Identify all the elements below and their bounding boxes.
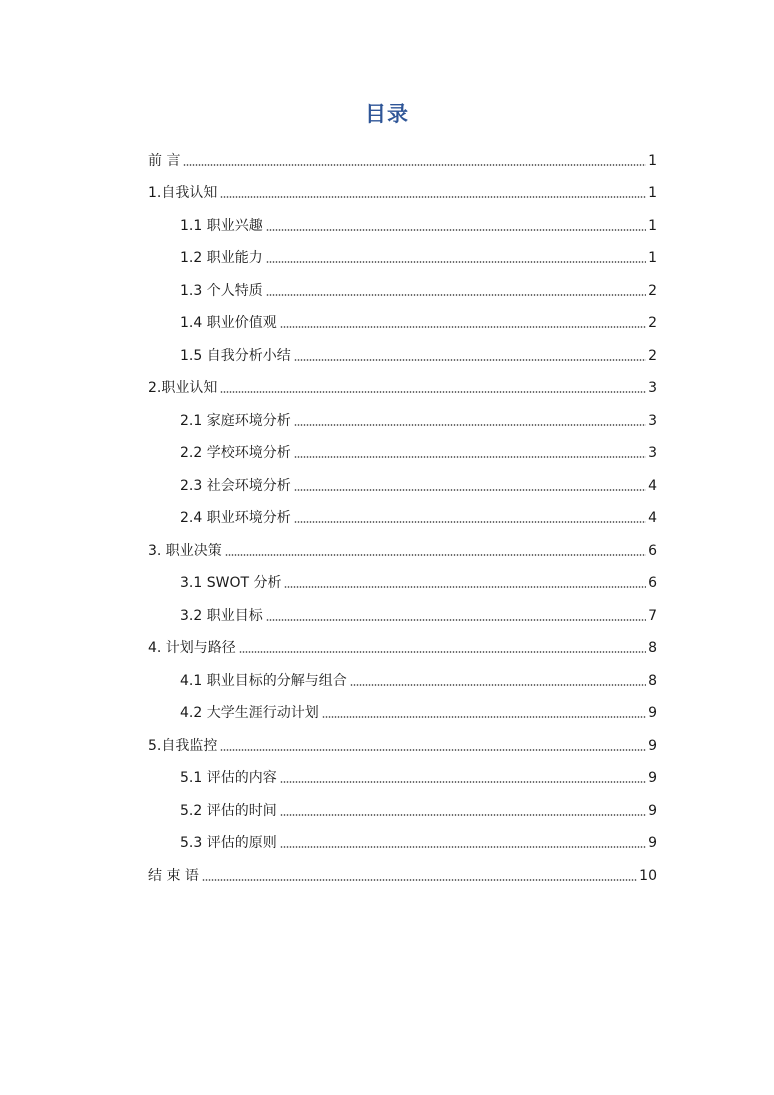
dot-leader bbox=[294, 456, 646, 458]
toc-page-number: 10 bbox=[639, 867, 657, 884]
dot-leader bbox=[266, 619, 646, 621]
toc-entry-label: 2.1 家庭环境分析 bbox=[180, 412, 291, 429]
dot-leader bbox=[266, 294, 646, 296]
toc-entry-label: 前 言 bbox=[148, 152, 181, 169]
dot-leader bbox=[220, 196, 646, 198]
toc-page-number: 1 bbox=[648, 152, 657, 169]
toc-subentry[interactable] bbox=[148, 792, 657, 825]
toc-subentry[interactable] bbox=[148, 337, 657, 370]
toc-page-number: 4 bbox=[648, 510, 657, 526]
toc-page-number: 6 bbox=[648, 575, 657, 591]
toc-entry-label: 3. 职业决策 bbox=[148, 542, 222, 559]
toc-page-number: 3 bbox=[648, 380, 657, 396]
toc-entry[interactable] bbox=[148, 370, 657, 403]
dot-leader bbox=[294, 489, 646, 491]
dot-leader bbox=[202, 879, 637, 881]
toc-page-number: 2 bbox=[648, 315, 657, 331]
toc-entry-label: 1.1 职业兴趣 bbox=[180, 217, 263, 234]
toc-entry-label: 结 束 语 bbox=[148, 867, 199, 884]
toc-entry-label: 1.自我认知 bbox=[148, 185, 218, 201]
toc-entry[interactable] bbox=[148, 630, 657, 663]
toc-entry-label: 2.2 学校环境分析 bbox=[180, 445, 291, 461]
dot-leader bbox=[280, 846, 646, 848]
toc-subentry[interactable] bbox=[148, 695, 657, 728]
dot-leader bbox=[239, 651, 646, 653]
toc-subentry[interactable] bbox=[148, 500, 657, 533]
toc-subentry[interactable] bbox=[148, 240, 657, 273]
toc-page-number: 1 bbox=[648, 185, 657, 201]
toc-page-number: 1 bbox=[648, 250, 657, 266]
toc-entry[interactable] bbox=[148, 727, 657, 760]
toc-page-number: 3 bbox=[648, 445, 657, 461]
dot-leader bbox=[225, 554, 646, 556]
dot-leader bbox=[183, 164, 646, 166]
dot-leader bbox=[294, 521, 646, 523]
toc-entry[interactable] bbox=[148, 532, 657, 565]
dot-leader bbox=[220, 391, 646, 393]
toc-subentry[interactable] bbox=[148, 402, 657, 435]
toc-subentry[interactable] bbox=[148, 272, 657, 305]
toc-page-number: 8 bbox=[648, 672, 657, 689]
toc-entry-label: 5.自我监控 bbox=[148, 737, 218, 754]
toc-entry[interactable] bbox=[148, 175, 657, 208]
toc-subentry[interactable] bbox=[148, 565, 657, 598]
toc-page-number: 4 bbox=[648, 477, 657, 494]
toc-page-number: 8 bbox=[648, 640, 657, 656]
toc-title: 目录 bbox=[365, 102, 409, 126]
toc-entry-label: 5.2 评估的时间 bbox=[180, 802, 277, 819]
toc-page-number: 9 bbox=[648, 737, 657, 754]
toc-subentry[interactable] bbox=[148, 760, 657, 793]
toc-page-number: 2 bbox=[648, 347, 657, 364]
dot-leader bbox=[266, 229, 646, 231]
toc-entry-label: 3.2 职业目标 bbox=[180, 607, 263, 624]
toc-page-number: 2 bbox=[648, 282, 657, 299]
toc-page-number: 7 bbox=[648, 607, 657, 624]
toc-entry-label: 5.3 评估的原则 bbox=[180, 835, 277, 851]
toc-subentry[interactable] bbox=[148, 662, 657, 695]
toc-entry[interactable] bbox=[148, 142, 657, 175]
toc-entry-label: 4. 计划与路径 bbox=[148, 640, 236, 656]
dot-leader bbox=[350, 684, 646, 686]
dot-leader bbox=[220, 749, 646, 751]
toc-page-number: 9 bbox=[648, 835, 657, 851]
dot-leader bbox=[284, 586, 646, 588]
toc-subentry[interactable] bbox=[148, 435, 657, 468]
toc-entry[interactable] bbox=[148, 857, 657, 890]
toc-entry-label: 5.1 评估的内容 bbox=[180, 770, 277, 786]
toc-subentry[interactable] bbox=[148, 597, 657, 630]
toc-page-number: 9 bbox=[648, 770, 657, 786]
dot-leader bbox=[294, 359, 646, 361]
toc-page-number: 9 bbox=[648, 802, 657, 819]
toc-list bbox=[148, 142, 657, 890]
toc-entry-label: 4.2 大学生涯行动计划 bbox=[180, 705, 319, 721]
dot-leader bbox=[280, 814, 646, 816]
dot-leader bbox=[280, 781, 646, 783]
toc-subentry[interactable] bbox=[148, 467, 657, 500]
toc-entry-label: 1.3 个人特质 bbox=[180, 282, 263, 299]
toc-entry-label: 1.2 职业能力 bbox=[180, 250, 263, 266]
toc-page-number: 3 bbox=[648, 412, 657, 429]
dot-leader bbox=[294, 424, 646, 426]
toc-subentry[interactable] bbox=[148, 207, 657, 240]
toc-entry-label: 1.5 自我分析小结 bbox=[180, 347, 291, 364]
dot-leader bbox=[280, 326, 646, 328]
toc-page-number: 1 bbox=[648, 217, 657, 234]
toc-entry-label: 2.职业认知 bbox=[148, 380, 218, 396]
toc-entry-label: 4.1 职业目标的分解与组合 bbox=[180, 672, 347, 689]
toc-entry-label: 1.4 职业价值观 bbox=[180, 315, 277, 331]
dot-leader bbox=[266, 261, 646, 263]
toc-entry-label: 3.1 SWOT 分析 bbox=[180, 575, 282, 591]
toc-page-number: 6 bbox=[648, 542, 657, 559]
dot-leader bbox=[322, 716, 646, 718]
toc-entry-label: 2.4 职业环境分析 bbox=[180, 510, 291, 526]
toc-entry-label: 2.3 社会环境分析 bbox=[180, 477, 291, 494]
toc-subentry[interactable] bbox=[148, 825, 657, 858]
toc-page-number: 9 bbox=[648, 705, 657, 721]
toc-subentry[interactable] bbox=[148, 305, 657, 338]
